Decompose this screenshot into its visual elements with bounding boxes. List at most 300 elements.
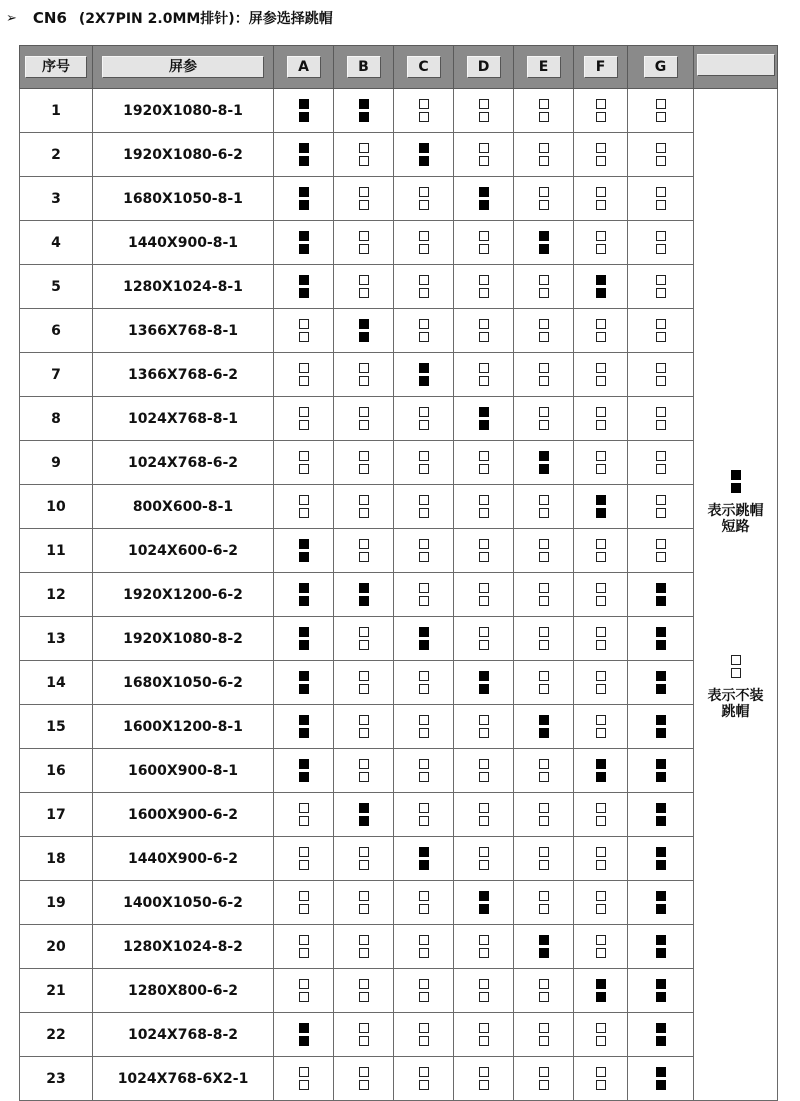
jumper-cell-e — [514, 221, 574, 265]
row-screen-param: 1280X1024-8-2 — [93, 925, 274, 969]
jumper-cell-b — [334, 661, 394, 705]
jumper-open-icon — [454, 935, 513, 958]
jumper-open-icon — [334, 539, 393, 562]
table-row — [20, 265, 778, 309]
header-col-d — [454, 46, 514, 89]
table-row — [20, 1057, 778, 1101]
row-index: 6 — [20, 309, 93, 353]
row-index: 1 — [20, 89, 93, 133]
jumper-shorted-icon — [334, 99, 393, 122]
row-index: 12 — [20, 573, 93, 617]
jumper-cell-e — [514, 133, 574, 177]
jumper-shorted-icon — [274, 143, 333, 166]
jumper-open-icon — [394, 583, 453, 606]
jumper-cell-a — [274, 485, 334, 529]
header-col-e — [514, 46, 574, 89]
jumper-open-icon — [334, 627, 393, 650]
header-col-label: A — [287, 56, 321, 78]
row-screen-param: 1920X1080-6-2 — [93, 133, 274, 177]
jumper-shorted-icon — [394, 847, 453, 870]
jumper-cell-g — [628, 661, 694, 705]
jumper-open-icon — [274, 891, 333, 914]
jumper-shorted-icon — [274, 759, 333, 782]
table-row — [20, 309, 778, 353]
jumper-shorted-icon — [454, 187, 513, 210]
jumper-cell-a — [274, 881, 334, 925]
jumper-open-icon — [394, 187, 453, 210]
jumper-shorted-icon — [274, 583, 333, 606]
jumper-open-icon — [334, 407, 393, 430]
jumper-open-icon — [334, 1023, 393, 1046]
jumper-open-icon — [274, 935, 333, 958]
jumper-cell-a — [274, 353, 334, 397]
jumper-open-icon — [454, 143, 513, 166]
header-index-label: 序号 — [25, 56, 87, 78]
header-note — [694, 46, 778, 89]
jumper-open-icon — [731, 655, 741, 678]
jumper-cell-e — [514, 969, 574, 1013]
jumper-open-icon — [628, 539, 693, 562]
jumper-open-icon — [274, 1067, 333, 1090]
jumper-open-icon — [454, 99, 513, 122]
jumper-cell-b — [334, 793, 394, 837]
table-row — [20, 485, 778, 529]
jumper-shorted-icon — [514, 715, 573, 738]
jumper-cell-f — [574, 969, 628, 1013]
header-col-label: E — [527, 56, 561, 78]
connector-description: (2X7PIN 2.0MM排针)：屏参选择跳帽 — [78, 11, 333, 27]
jumper-shorted-icon — [454, 407, 513, 430]
table-row — [20, 397, 778, 441]
row-screen-param: 1366X768-6-2 — [93, 353, 274, 397]
jumper-open-icon — [454, 1067, 513, 1090]
jumper-open-icon — [394, 495, 453, 518]
jumper-shorted-icon — [274, 275, 333, 298]
jumper-open-icon — [514, 187, 573, 210]
jumper-open-icon — [514, 319, 573, 342]
jumper-cell-e — [514, 617, 574, 661]
table-row — [20, 529, 778, 573]
jumper-open-icon — [454, 583, 513, 606]
jumper-cell-e — [514, 1057, 574, 1101]
row-index: 20 — [20, 925, 93, 969]
jumper-cell-e — [514, 177, 574, 221]
jumper-cell-g — [628, 969, 694, 1013]
row-screen-param: 1440X900-8-1 — [93, 221, 274, 265]
jumper-open-icon — [454, 715, 513, 738]
jumper-open-icon — [574, 231, 627, 254]
table-row — [20, 441, 778, 485]
table-row — [20, 133, 778, 177]
row-screen-param: 1920X1080-8-1 — [93, 89, 274, 133]
jumper-cell-c — [394, 441, 454, 485]
jumper-cell-c — [394, 133, 454, 177]
jumper-cell-a — [274, 705, 334, 749]
jumper-open-icon — [514, 627, 573, 650]
jumper-open-icon — [334, 231, 393, 254]
jumper-open-icon — [454, 979, 513, 1002]
jumper-cell-c — [394, 177, 454, 221]
header-col-g — [628, 46, 694, 89]
jumper-open-icon — [574, 891, 627, 914]
table-row — [20, 705, 778, 749]
jumper-cell-a — [274, 1057, 334, 1101]
jumper-cell-g — [628, 485, 694, 529]
jumper-shorted-icon — [334, 583, 393, 606]
jumper-cell-b — [334, 881, 394, 925]
header-index — [20, 46, 93, 89]
jumper-open-icon — [334, 363, 393, 386]
jumper-settings-table — [19, 45, 778, 1101]
jumper-open-icon — [274, 847, 333, 870]
jumper-cell-f — [574, 837, 628, 881]
table-row — [20, 573, 778, 617]
jumper-cell-d — [454, 749, 514, 793]
row-screen-param: 1920X1080-8-2 — [93, 617, 274, 661]
jumper-shorted-icon — [394, 627, 453, 650]
jumper-cell-f — [574, 485, 628, 529]
jumper-shorted-icon — [628, 759, 693, 782]
jumper-open-icon — [274, 979, 333, 1002]
jumper-open-icon — [334, 979, 393, 1002]
jumper-cell-f — [574, 529, 628, 573]
header-col-a — [274, 46, 334, 89]
jumper-open-icon — [274, 319, 333, 342]
jumper-open-icon — [334, 451, 393, 474]
jumper-shorted-icon — [394, 143, 453, 166]
jumper-cell-d — [454, 1013, 514, 1057]
jumper-open-icon — [514, 363, 573, 386]
jumper-cell-d — [454, 969, 514, 1013]
jumper-open-icon — [334, 935, 393, 958]
jumper-cell-c — [394, 881, 454, 925]
jumper-shorted-icon — [394, 363, 453, 386]
table-row — [20, 969, 778, 1013]
jumper-cell-c — [394, 221, 454, 265]
jumper-open-icon — [454, 803, 513, 826]
jumper-cell-b — [334, 353, 394, 397]
connector-code: CN6 — [32, 9, 67, 27]
jumper-open-icon — [274, 363, 333, 386]
jumper-open-icon — [334, 143, 393, 166]
jumper-open-icon — [574, 1067, 627, 1090]
jumper-cell-c — [394, 1013, 454, 1057]
jumper-cell-a — [274, 617, 334, 661]
jumper-cell-f — [574, 881, 628, 925]
jumper-cell-a — [274, 837, 334, 881]
jumper-cell-a — [274, 969, 334, 1013]
jumper-cell-g — [628, 1013, 694, 1057]
jumper-open-icon — [514, 99, 573, 122]
jumper-cell-e — [514, 89, 574, 133]
jumper-open-icon — [514, 1023, 573, 1046]
jumper-shorted-icon — [274, 231, 333, 254]
jumper-cell-c — [394, 353, 454, 397]
jumper-cell-f — [574, 221, 628, 265]
jumper-shorted-icon — [454, 891, 513, 914]
row-screen-param: 1024X600-6-2 — [93, 529, 274, 573]
jumper-shorted-icon — [454, 671, 513, 694]
jumper-open-icon — [394, 99, 453, 122]
jumper-cell-d — [454, 705, 514, 749]
table-row — [20, 353, 778, 397]
jumper-cell-b — [334, 1013, 394, 1057]
jumper-open-icon — [514, 495, 573, 518]
jumper-cell-a — [274, 441, 334, 485]
jumper-cell-d — [454, 397, 514, 441]
jumper-open-icon — [574, 451, 627, 474]
jumper-cell-a — [274, 793, 334, 837]
jumper-open-icon — [454, 1023, 513, 1046]
table-row — [20, 749, 778, 793]
jumper-shorted-icon — [628, 891, 693, 914]
jumper-shorted-icon — [628, 979, 693, 1002]
jumper-cell-e — [514, 1013, 574, 1057]
jumper-cell-d — [454, 661, 514, 705]
jumper-cell-e — [514, 441, 574, 485]
jumper-open-icon — [574, 935, 627, 958]
row-screen-param: 1024X768-8-1 — [93, 397, 274, 441]
jumper-cell-e — [514, 837, 574, 881]
jumper-open-icon — [574, 539, 627, 562]
jumper-open-icon — [574, 407, 627, 430]
jumper-cell-c — [394, 397, 454, 441]
jumper-cell-g — [628, 441, 694, 485]
jumper-open-icon — [394, 759, 453, 782]
jumper-shorted-icon — [334, 803, 393, 826]
table-row — [20, 1013, 778, 1057]
jumper-cell-c — [394, 485, 454, 529]
jumper-shorted-icon — [628, 627, 693, 650]
jumper-open-icon — [574, 99, 627, 122]
jumper-shorted-icon — [574, 759, 627, 782]
jumper-cell-a — [274, 309, 334, 353]
jumper-cell-e — [514, 881, 574, 925]
table-row — [20, 925, 778, 969]
jumper-cell-e — [514, 793, 574, 837]
row-screen-param: 1600X900-8-1 — [93, 749, 274, 793]
jumper-shorted-icon — [628, 1067, 693, 1090]
jumper-cell-a — [274, 397, 334, 441]
jumper-open-icon — [334, 891, 393, 914]
jumper-open-icon — [574, 319, 627, 342]
jumper-open-icon — [454, 319, 513, 342]
jumper-open-icon — [514, 891, 573, 914]
row-screen-param: 1024X768-8-2 — [93, 1013, 274, 1057]
jumper-cell-a — [274, 265, 334, 309]
legend-cell — [694, 89, 778, 1101]
jumper-shorted-icon — [628, 715, 693, 738]
jumper-cell-g — [628, 177, 694, 221]
jumper-open-icon — [514, 275, 573, 298]
row-screen-param: 800X600-8-1 — [93, 485, 274, 529]
jumper-open-icon — [514, 539, 573, 562]
jumper-cell-c — [394, 661, 454, 705]
row-index: 5 — [20, 265, 93, 309]
row-index: 15 — [20, 705, 93, 749]
jumper-cell-c — [394, 573, 454, 617]
jumper-cell-g — [628, 793, 694, 837]
header-col-label: D — [467, 56, 501, 78]
jumper-shorted-icon — [628, 583, 693, 606]
jumper-shorted-icon — [731, 470, 741, 493]
jumper-cell-b — [334, 617, 394, 661]
jumper-cell-g — [628, 265, 694, 309]
jumper-cell-f — [574, 705, 628, 749]
jumper-shorted-icon — [274, 539, 333, 562]
jumper-open-icon — [334, 1067, 393, 1090]
header-col-f — [574, 46, 628, 89]
jumper-open-icon — [514, 1067, 573, 1090]
jumper-cell-c — [394, 309, 454, 353]
jumper-cell-d — [454, 485, 514, 529]
row-index: 7 — [20, 353, 93, 397]
jumper-cell-g — [628, 881, 694, 925]
jumper-open-icon — [454, 495, 513, 518]
jumper-open-icon — [574, 363, 627, 386]
legend-shorted-text-line1: 表示跳帽 — [707, 502, 764, 519]
jumper-cell-d — [454, 529, 514, 573]
jumper-open-icon — [628, 451, 693, 474]
jumper-cell-e — [514, 573, 574, 617]
jumper-cell-f — [574, 89, 628, 133]
row-index: 4 — [20, 221, 93, 265]
jumper-open-icon — [514, 143, 573, 166]
jumper-open-icon — [454, 539, 513, 562]
jumper-open-icon — [394, 451, 453, 474]
jumper-open-icon — [514, 803, 573, 826]
table-row — [20, 89, 778, 133]
jumper-open-icon — [574, 187, 627, 210]
jumper-shorted-icon — [274, 671, 333, 694]
legend-shorted — [694, 470, 777, 535]
header-screen-label: 屏参 — [102, 56, 264, 78]
jumper-open-icon — [574, 715, 627, 738]
jumper-cell-f — [574, 617, 628, 661]
jumper-open-icon — [574, 847, 627, 870]
jumper-cell-b — [334, 749, 394, 793]
jumper-cell-f — [574, 749, 628, 793]
jumper-cell-a — [274, 177, 334, 221]
jumper-open-icon — [454, 363, 513, 386]
jumper-cell-f — [574, 133, 628, 177]
jumper-open-icon — [628, 319, 693, 342]
legend-open-text-line2: 跳帽 — [721, 703, 750, 720]
jumper-shorted-icon — [628, 803, 693, 826]
jumper-cell-a — [274, 1013, 334, 1057]
row-screen-param: 1280X800-6-2 — [93, 969, 274, 1013]
jumper-open-icon — [628, 143, 693, 166]
jumper-cell-a — [274, 661, 334, 705]
row-screen-param: 1600X900-6-2 — [93, 793, 274, 837]
jumper-cell-b — [334, 397, 394, 441]
legend-open — [694, 655, 777, 720]
header-col-label: B — [347, 56, 381, 78]
jumper-open-icon — [514, 979, 573, 1002]
jumper-open-icon — [574, 627, 627, 650]
row-screen-param: 1680X1050-6-2 — [93, 661, 274, 705]
jumper-cell-g — [628, 353, 694, 397]
row-index: 3 — [20, 177, 93, 221]
jumper-cell-c — [394, 529, 454, 573]
jumper-shorted-icon — [274, 187, 333, 210]
jumper-cell-d — [454, 177, 514, 221]
jumper-open-icon — [334, 495, 393, 518]
jumper-open-icon — [628, 99, 693, 122]
jumper-shorted-icon — [574, 495, 627, 518]
row-screen-param: 1024X768-6X2-1 — [93, 1057, 274, 1101]
jumper-cell-g — [628, 1057, 694, 1101]
jumper-open-icon — [394, 671, 453, 694]
jumper-open-icon — [628, 187, 693, 210]
jumper-open-icon — [628, 407, 693, 430]
row-index: 18 — [20, 837, 93, 881]
jumper-shorted-icon — [274, 627, 333, 650]
jumper-open-icon — [514, 407, 573, 430]
jumper-cell-a — [274, 529, 334, 573]
jumper-open-icon — [454, 275, 513, 298]
jumper-open-icon — [334, 275, 393, 298]
table-row — [20, 221, 778, 265]
jumper-cell-c — [394, 89, 454, 133]
table-row — [20, 793, 778, 837]
header-col-label: G — [644, 56, 678, 78]
table-row — [20, 881, 778, 925]
row-screen-param: 1280X1024-8-1 — [93, 265, 274, 309]
row-index: 9 — [20, 441, 93, 485]
jumper-open-icon — [574, 803, 627, 826]
table-row — [20, 617, 778, 661]
jumper-shorted-icon — [574, 979, 627, 1002]
jumper-cell-g — [628, 837, 694, 881]
jumper-open-icon — [334, 187, 393, 210]
jumper-open-icon — [514, 759, 573, 782]
jumper-open-icon — [394, 891, 453, 914]
jumper-cell-e — [514, 265, 574, 309]
jumper-cell-e — [514, 705, 574, 749]
jumper-cell-b — [334, 529, 394, 573]
jumper-cell-d — [454, 617, 514, 661]
jumper-cell-f — [574, 353, 628, 397]
table-header-row — [20, 46, 778, 89]
jumper-cell-e — [514, 397, 574, 441]
jumper-cell-a — [274, 573, 334, 617]
jumper-open-icon — [628, 363, 693, 386]
jumper-cell-f — [574, 397, 628, 441]
jumper-cell-g — [628, 573, 694, 617]
jumper-shorted-icon — [628, 847, 693, 870]
jumper-cell-b — [334, 441, 394, 485]
jumper-cell-f — [574, 441, 628, 485]
jumper-cell-d — [454, 1057, 514, 1101]
jumper-open-icon — [454, 847, 513, 870]
jumper-open-icon — [514, 583, 573, 606]
jumper-open-icon — [394, 935, 453, 958]
jumper-cell-g — [628, 925, 694, 969]
jumper-open-icon — [394, 1067, 453, 1090]
jumper-open-icon — [628, 231, 693, 254]
jumper-cell-b — [334, 969, 394, 1013]
row-index: 14 — [20, 661, 93, 705]
jumper-open-icon — [628, 275, 693, 298]
header-screen — [93, 46, 274, 89]
jumper-shorted-icon — [274, 715, 333, 738]
row-index: 23 — [20, 1057, 93, 1101]
jumper-shorted-icon — [334, 319, 393, 342]
jumper-cell-g — [628, 529, 694, 573]
row-index: 13 — [20, 617, 93, 661]
row-index: 16 — [20, 749, 93, 793]
